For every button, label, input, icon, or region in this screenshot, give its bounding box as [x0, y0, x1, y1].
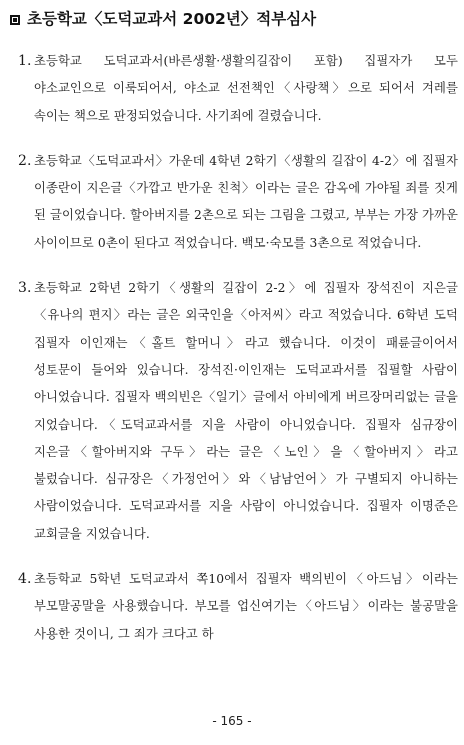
filled-square-bullet-icon	[10, 15, 20, 25]
list-item	[0, 48, 464, 130]
list-item-number: 4.	[18, 571, 32, 588]
list-item-number: 2.	[18, 152, 32, 169]
list-item	[0, 148, 464, 257]
list-item-number: 1.	[18, 53, 32, 69]
list-item-number: 3.	[18, 280, 32, 297]
page-number: - 165 -	[212, 714, 252, 728]
list-item-text: 초등학교 2학년 2학기〈생활의 길잡이 2-2〉에 집필자 장석진이 지은글〈유나의 편지〉라는 글은 외국인을〈아저씨〉라고 적었습니다. 6학년 도덕 집필자 이인재는〈홀트 할머니〉라고 했습니다. 이것이 패륜글이어서 성토문이 들어와 있습니다. 장석진·이인재는 도덕교과서를 집필할 사람이 아니었습니다. 집필자 백의빈은〈일기〉글에서 아비에게 버르장머리없는 글을 지었습니다.〈도덕교과서를 지을 사람이 아니었습니다. 집필자 심규장이 지은글〈할아버지와 구두〉라는 글은〈노인〉을〈할아버지〉라고 불렀습니다. 심규장은〈가정언어〉와〈남남언어〉가 구별되지 아니하는 사람이었습니다. 도덕교과서를 지을 사람이 아니었습니다. 집필자 이명준은 교회글을 지었습니다.	[34, 281, 458, 541]
list-item-text: 초등학교 도덕교과서(바른생활·생활의길잡이 포함) 집필자가 모두 야소교인으로 이룩되어서, 야소교 선전책인〈사랑책〉으로 되어서 겨레를 속이는 책으로 판정되었습니다. 사기죄에 걸렸습니다.	[34, 54, 458, 123]
list-item-text: 초등학교 5학년 도덕교과서 쪽10에서 집필자 백의빈이〈아드님〉이라는 부모말공말을 사용했습니다. 부모를 업신여기는〈아드님〉이라는 불공말을 사용한 것이니, 그 죄가 크다고 하	[34, 572, 458, 641]
section-heading	[10, 8, 456, 30]
list-item	[0, 275, 464, 548]
numbered-list	[0, 48, 464, 648]
section-heading-text: 초등학교〈도덕교과서 2002년〉적부심사	[27, 10, 317, 28]
list-item-text: 초등학교〈도덕교과서〉가운데 4학년 2학기〈생활의 길잡이 4-2〉에 집필자 이종란이 지은글〈가깝고 반가운 친척〉이라는 글은 감옥에 가야될 죄를 짓게 된 글이었습니다. 할아버지를 2촌으로 되는 그림을 그렸고, 부부는 가장 가까운 사이이므로 0촌이 된다고 적었습니다. 백모·숙모를 3촌으로 적었습니다.	[34, 153, 458, 250]
list-item	[0, 566, 464, 648]
